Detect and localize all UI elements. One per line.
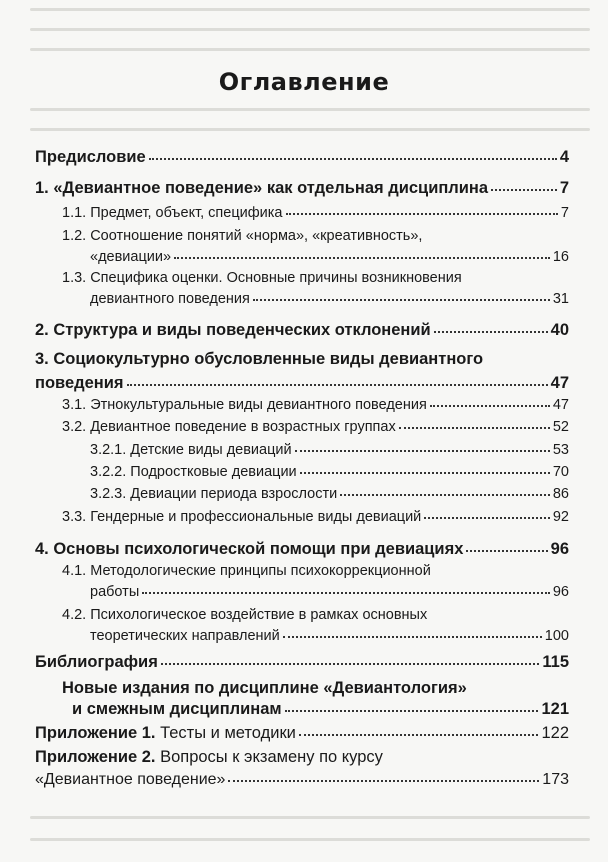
toc-entry-page: 92	[552, 509, 569, 525]
toc-entry-chapter-2[interactable]	[35, 321, 569, 340]
toc-entry-appendix-1[interactable]	[35, 724, 569, 743]
toc-entry-title: девиантного поведения	[90, 291, 250, 307]
toc-entry-section-3-2[interactable]	[62, 419, 569, 435]
toc-entry-page: 121	[541, 700, 569, 718]
toc-entry-title: 3.2. Девиантное поведение в возрастных группах	[62, 419, 396, 435]
toc-entry-title: 1.1. Предмет, объект, специфика	[62, 205, 283, 221]
toc-entry-page: 47	[552, 397, 569, 413]
dot-leader	[430, 405, 550, 407]
appendix-label: Приложение 2.	[35, 748, 156, 766]
toc-entry-page: 173	[542, 771, 569, 788]
toc-entry-page: 7	[560, 205, 569, 221]
toc-entry-title: 3.2.1. Детские виды девиаций	[90, 442, 292, 458]
toc-entry-title: 3.2.2. Подростковые девиации	[90, 464, 297, 480]
toc-entry-title-line: 1.3. Специфика оценки. Основные причины возникновения	[62, 270, 462, 286]
dot-leader	[283, 636, 542, 638]
dot-leader	[161, 663, 540, 665]
toc-entry-new-editions[interactable]	[72, 700, 569, 719]
toc-entry-page: 31	[552, 291, 569, 307]
toc-entry-page: 47	[550, 374, 569, 392]
toc-entry-title-line: Новые издания по дисциплине «Девиантология»	[62, 679, 467, 697]
dot-leader	[174, 257, 550, 259]
toc-entry-page: 100	[544, 628, 569, 644]
toc-entry-title: «Девиантное поведение»	[35, 771, 226, 788]
toc-entry-subsection-3-2-3[interactable]	[90, 486, 569, 502]
dot-leader	[424, 517, 550, 519]
dot-leader	[285, 710, 539, 712]
toc-entry-section-1-1[interactable]	[62, 205, 569, 221]
toc-entry-title: 3.3. Гендерные и профессиональные виды девиаций	[62, 509, 422, 525]
toc-entry-section-3-1[interactable]	[62, 397, 569, 413]
toc-entry-subsection-3-2-1[interactable]	[90, 442, 569, 458]
toc-entry-section-4-2[interactable]	[90, 628, 569, 644]
toc-entry-page: 52	[552, 419, 569, 435]
toc-entry-page: 96	[552, 584, 569, 600]
toc-entry-title: Предисловие	[35, 148, 146, 166]
dot-leader	[142, 592, 550, 594]
dot-leader	[399, 427, 550, 429]
toc-entry-chapter-4[interactable]	[35, 540, 569, 559]
appendix-title: Вопросы к экзамену по курсу	[155, 748, 383, 766]
dot-leader	[286, 213, 558, 215]
appendix-label: Приложение 1.	[35, 724, 156, 742]
toc-entry-page: 122	[541, 724, 569, 742]
toc-entry-preface[interactable]	[35, 148, 569, 167]
dot-leader	[295, 450, 550, 452]
toc-entry-subsection-3-2-2[interactable]	[90, 464, 569, 480]
toc-entry-bibliography[interactable]	[35, 653, 569, 672]
toc-entry-title: 3.2.3. Девиации периода взрослости	[90, 486, 338, 502]
dot-leader	[466, 550, 547, 552]
dot-leader	[253, 299, 550, 301]
dot-leader	[300, 472, 550, 474]
toc-entry-title: «девиации»	[90, 249, 172, 265]
toc-entry-page: 96	[550, 540, 569, 558]
toc-entry-page: 70	[552, 464, 569, 480]
toc-entry-title-line: 4.1. Методологические принципы психокоррекционной	[62, 563, 431, 579]
dot-leader	[127, 384, 548, 386]
toc-entry-title: 4. Основы психологической помощи при девиациях	[35, 540, 464, 558]
toc-entry-title: 3.1. Этнокультуральные виды девиантного поведения	[62, 397, 427, 413]
toc-entry-title: поведения	[35, 374, 124, 392]
toc-entry-chapter-3[interactable]	[35, 374, 569, 393]
toc-entry-title-line: 3. Социокультурно обусловленные виды девиантного	[35, 350, 484, 368]
dot-leader	[340, 494, 550, 496]
appendix-title: Тесты и методики	[155, 724, 296, 742]
toc-entry-page: 16	[552, 249, 569, 265]
toc-entry-title: и смежным дисциплинам	[72, 700, 282, 718]
dot-leader	[149, 158, 557, 160]
toc-entry-chapter-1[interactable]	[35, 179, 569, 198]
toc-entry-page: 115	[542, 653, 569, 671]
toc-entry-title-line: 4.2. Психологическое воздействие в рамках основных	[62, 607, 428, 623]
toc-entry-section-3-3[interactable]	[62, 509, 569, 525]
toc-entry-section-4-1[interactable]	[90, 584, 569, 600]
dot-leader	[299, 734, 539, 736]
toc-entry-title	[35, 724, 296, 743]
toc-entry-section-1-2[interactable]	[90, 249, 569, 265]
toc-entry-section-1-3[interactable]	[90, 291, 569, 307]
toc-entry-appendix-2[interactable]	[35, 771, 569, 789]
toc-entry-page: 86	[552, 486, 569, 502]
toc-entry-title: Библиография	[35, 653, 158, 671]
page-title: Оглавление	[218, 68, 390, 96]
toc-entry-page: 4	[559, 148, 569, 166]
dot-leader	[491, 189, 557, 191]
dot-leader	[434, 331, 548, 333]
toc-entry-title: теоретических направлений	[90, 628, 280, 644]
toc-entry-page: 7	[559, 179, 569, 197]
dot-leader	[228, 780, 539, 782]
toc-entry-title: работы	[90, 584, 140, 600]
toc-entry-title: 2. Структура и виды поведенческих отклонений	[35, 321, 431, 339]
toc-entry-page: 53	[552, 442, 569, 458]
toc-entry-title-line	[35, 748, 383, 767]
toc-entry-title: 1. «Девиантное поведение» как отдельная дисциплина	[35, 179, 489, 197]
toc-entry-page: 40	[550, 321, 569, 339]
toc-entry-title-line: 1.2. Соотношение понятий «норма», «креативность»,	[62, 228, 423, 244]
